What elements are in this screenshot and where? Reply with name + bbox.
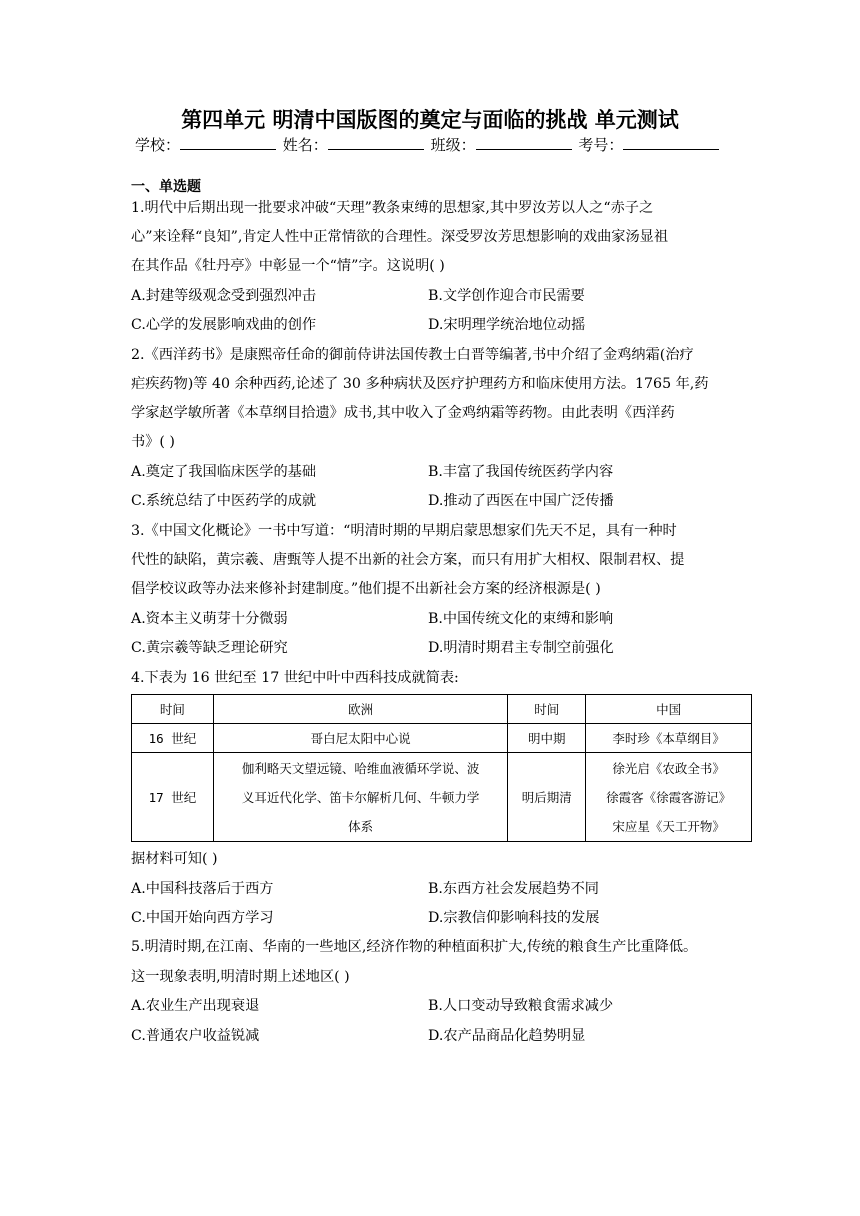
question-5-line-1: 5.明清时期,在江南、华南的一些地区,经济作物的种植面积扩大,传统的粮食生产比重降低。 <box>131 939 698 955</box>
name-blank[interactable] <box>328 135 424 150</box>
name-label: 姓名： <box>282 136 328 154</box>
question-1-option-a[interactable]: A.封建等级观念受到强烈冲击 <box>131 288 317 304</box>
china-line: 徐光启《农政全书》 <box>612 760 725 776</box>
table-row <box>132 753 752 842</box>
question-2-line-3: 学家赵学敏所著《本草纲目拾遗》成书,其中收入了金鸡纳霜等药物。由此表明《西洋药 <box>131 405 675 421</box>
question-2-line-1: 2.《西洋药书》是康熙帝任命的御前侍讲法国传教士白晋等编著,书中介绍了金鸡纳霜(治疗 <box>131 347 694 363</box>
question-5-line-2: 这一现象表明,明清时期上述地区( ) <box>131 969 350 985</box>
question-3-line-3: 倡学校议政等办法来修补封建制度。”他们提不出新社会方案的经济根源是( ) <box>131 581 601 597</box>
table-header-cell: 欧洲 <box>213 695 507 724</box>
question-1-line-2: 心”来诠释“良知”,肯定人性中正常情欲的合理性。深受罗汝芳思想影响的戏曲家汤显祖 <box>131 229 669 245</box>
question-1-line-1: 1.明代中后期出现一批要求冲破“天理”教条束缚的思想家,其中罗汝芳以人之“赤子之 <box>131 200 654 216</box>
school-blank[interactable] <box>180 135 276 150</box>
table-header-cell: 时间 <box>508 695 586 724</box>
question-1-option-d[interactable]: D.宋明理学统治地位动摇 <box>428 317 586 333</box>
question-5-option-c[interactable]: C.普通农户收益锐减 <box>131 1028 260 1044</box>
question-4-option-c[interactable]: C.中国开始向西方学习 <box>131 910 274 926</box>
section-heading: 一、单选题 <box>131 179 201 195</box>
question-2-option-d[interactable]: D.推动了西医在中国广泛传播 <box>428 493 614 509</box>
question-3-line-2: 代性的缺陷，黄宗羲、唐甄等人提不出新的社会方案，而只有用扩大相权、限制君权、提 <box>131 552 685 568</box>
question-4-option-a[interactable]: A.中国科技落后于西方 <box>131 881 274 897</box>
question-4-option-b[interactable]: B.东西方社会发展趋势不同 <box>428 881 599 897</box>
question-4-after-table: 据材料可知( ) <box>131 851 218 867</box>
science-achievement-table <box>131 694 752 842</box>
table-cell: 明中期 <box>508 724 586 753</box>
question-5-option-d[interactable]: D.农产品商品化趋势明显 <box>428 1028 586 1044</box>
question-5-option-a[interactable]: A.农业生产出现衰退 <box>131 998 260 1014</box>
question-3-option-c[interactable]: C.黄宗羲等缺乏理论研究 <box>131 640 288 656</box>
table-header-cell: 中国 <box>586 695 752 724</box>
china-line: 宋应星《天工开物》 <box>612 818 725 834</box>
student-info-line <box>135 134 721 155</box>
table-cell <box>213 753 507 842</box>
question-4-option-d[interactable]: D.宗教信仰影响科技的发展 <box>428 910 600 926</box>
question-2-option-a[interactable]: A.奠定了我国临床医学的基础 <box>131 464 317 480</box>
table-cell <box>586 753 752 842</box>
question-1-option-c[interactable]: C.心学的发展影响戏曲的创作 <box>131 317 317 333</box>
table-row <box>132 724 752 753</box>
question-1-option-b[interactable]: B.文学创作迎合市民需要 <box>428 288 585 304</box>
question-2-line-2: 疟疾药物)等 40 余种西药,论述了 30 多种病状及医疗护理药方和临床使用方法。1765 年,药 <box>131 376 709 392</box>
question-3-line-1: 3.《中国文化概论》一书中写道：“明清时期的早期启蒙思想家们先天不足，具有一种时 <box>131 523 677 539</box>
question-2-option-b[interactable]: B.丰富了我国传统医药学内容 <box>428 464 614 480</box>
question-1-line-3: 在其作品《牡丹亭》中彰显一个“情”字。这说明( ) <box>131 258 445 274</box>
question-2-option-c[interactable]: C.系统总结了中医药学的成就 <box>131 493 317 509</box>
question-3-option-d[interactable]: D.明清时期君主专制空前强化 <box>428 640 614 656</box>
document-title: 第四单元 明清中国版图的奠定与面临的挑战 单元测试 <box>181 108 679 132</box>
china-line: 徐霞客《徐霞客游记》 <box>606 789 732 805</box>
question-3-option-a[interactable]: A.资本主义萌芽十分微弱 <box>131 611 288 627</box>
europe-line: 体系 <box>348 818 374 834</box>
class-blank[interactable] <box>476 135 572 150</box>
question-5-option-b[interactable]: B.人口变动导致粮食需求减少 <box>428 998 614 1014</box>
school-label: 学校： <box>135 136 181 154</box>
class-label: 班级： <box>430 136 476 154</box>
question-2-line-4: 书》( ) <box>131 434 175 450</box>
table-cell: 明后期清 <box>508 753 586 842</box>
exam-no-label: 考号： <box>578 136 624 154</box>
europe-line: 伽利略天文望远镜、哈维血液循环学说、波 <box>241 760 480 776</box>
exam-no-blank[interactable] <box>623 135 719 150</box>
table-cell: 16 世纪 <box>132 724 214 753</box>
question-3-option-b[interactable]: B.中国传统文化的束缚和影响 <box>428 611 614 627</box>
question-4-line-1: 4.下表为 16 世纪至 17 世纪中叶中西科技成就简表: <box>131 670 459 686</box>
europe-line: 义耳近代化学、笛卡尔解析几何、牛顿力学 <box>241 789 480 805</box>
table-cell: 17 世纪 <box>132 753 214 842</box>
table-header-row <box>132 695 752 724</box>
table-cell: 李时珍《本草纲目》 <box>586 724 752 753</box>
table-cell: 哥白尼太阳中心说 <box>213 724 507 753</box>
table-header-cell: 时间 <box>132 695 214 724</box>
